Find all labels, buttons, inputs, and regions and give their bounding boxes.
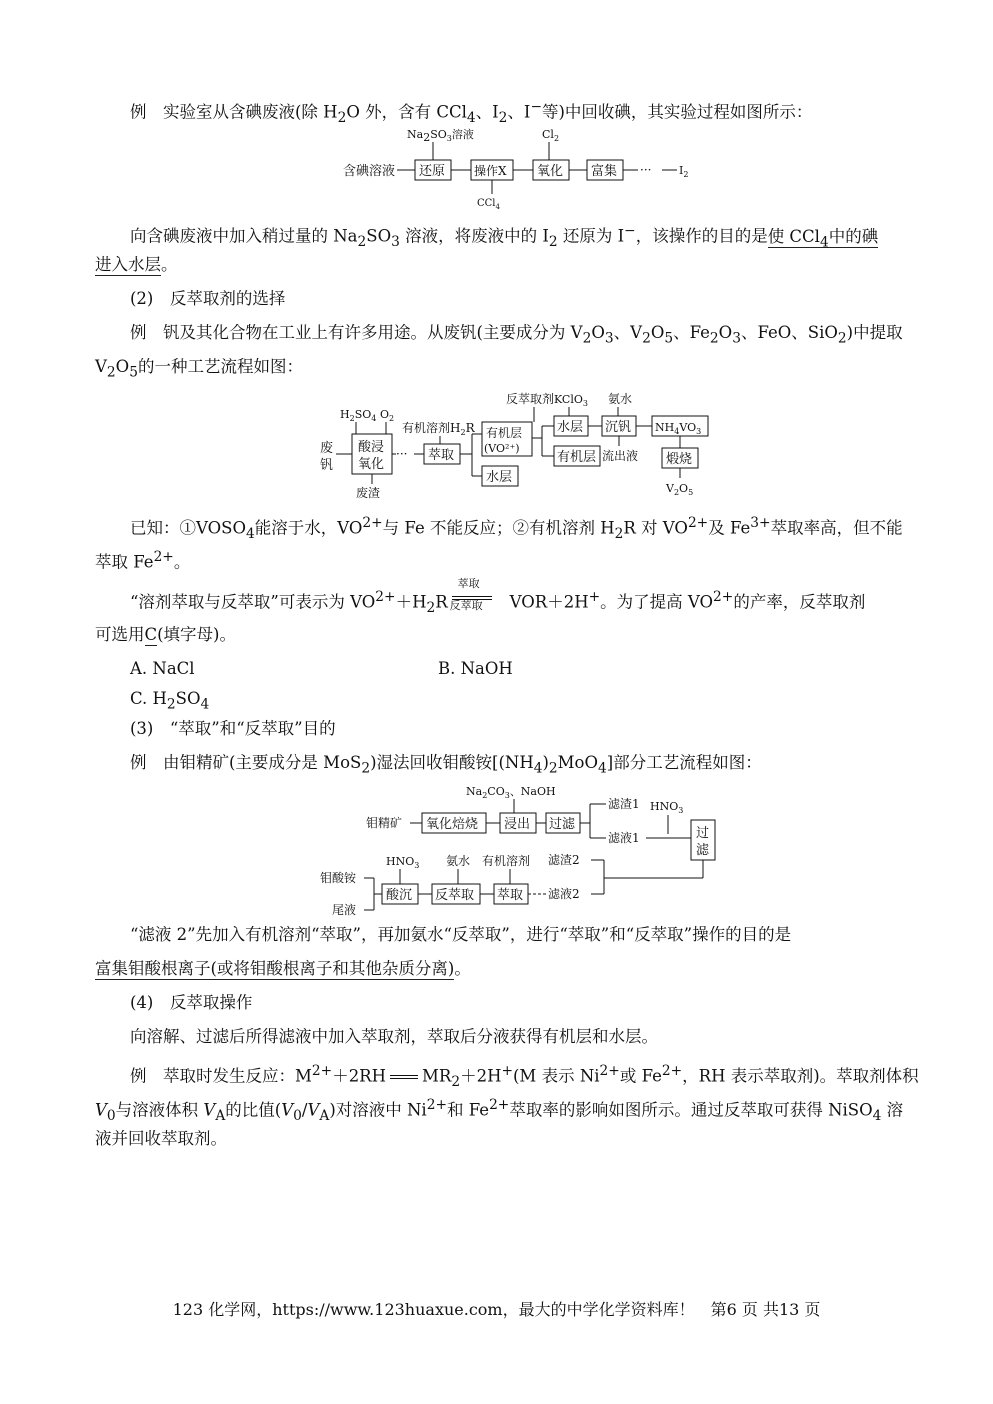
svg-text:V2O5: $V_2O_5$ [666, 482, 694, 497]
svg-text:沉钒: 沉钒 [605, 420, 632, 435]
sec4-example-line2: $V_0$与溶液体积 $V_A$的比值$(V_0/V_A)$对溶液中 $Ni^{2+}$和 $Fe^{2+}$萃取率的影响如图所示。通过反萃取可获得 NiSO$_4$ 溶 [95, 1097, 904, 1124]
svg-text:萃取: 萃取 [428, 448, 455, 463]
svg-text:HNO3: $HNO_3$ [650, 800, 684, 815]
reversible-arrow-2 [386, 1075, 422, 1079]
svg-text:富集: 富集 [591, 164, 618, 179]
svg-text:废渣: 废渣 [356, 486, 381, 500]
cl2-label: $Cl_2$ [542, 128, 560, 143]
ccl4-label: CCl$_4$ [477, 198, 500, 211]
svg-text:氨水: 氨水 [446, 854, 471, 868]
svg-text:滤渣1: 滤渣1 [608, 797, 640, 811]
svg-text:钒: 钒 [320, 458, 334, 473]
svg-text:氨水: 氨水 [608, 392, 633, 406]
known-line2: 萃取 $Fe^{2+}$。 [95, 549, 191, 572]
svg-text:酸沉: 酸沉 [386, 888, 413, 903]
answer-underline-1: 使 CCl$_4$中的碘 [767, 226, 879, 250]
sec3-example: 例 由钼精矿(主要成分是 MoS$_2$)湿法回收钼酸铵$[(NH_4)_2MoO_4]$部分工艺流程如图： [130, 753, 762, 777]
svg-text:反萃取剂: 反萃取剂 [506, 392, 555, 406]
svg-text:(VO²⁺): (VO²⁺) [484, 442, 520, 455]
equilibrium-line: “溶剂萃取与反萃取”可表示为 $VO^{2+}+H_2R$ 萃取 反萃取 VOR＋2H+。为了提高 $VO^{2+}$的产率，反萃取剂 [130, 577, 866, 616]
svg-text:有机溶剂H2R: 有机溶剂$H_2R$ [402, 421, 475, 437]
ex1-line3: 进入水层。 [95, 255, 178, 274]
svg-text:···: ··· [640, 163, 652, 177]
section2-heading: (2) 反萃取剂的选择 [130, 289, 286, 308]
svg-text:煅烧: 煅烧 [666, 452, 693, 467]
vanadium-flow-diagram [316, 386, 716, 502]
ex1-line2: 向含碘废液中加入稍过量的 $Na_2SO_3$ 溶液，将废液中的 $I_2$ 还原为 I−，该操作的目的是使 CCl$_4$中的碘 [130, 223, 879, 250]
svg-text:尾液: 尾液 [332, 903, 357, 917]
svg-text:有机层: 有机层 [486, 426, 523, 440]
svg-text:有机层: 有机层 [557, 450, 597, 465]
known-line1: 已知：$①VOSO_4$能溶于水，$VO^{2+}$与 Fe 不能反应；②有机溶剂 $H_2R$ 对 $VO^{2+}$及 $Fe^{3+}$萃取率高，但不能 [130, 515, 903, 542]
na2so3-label: $Na2SO_3$溶液 [407, 128, 474, 144]
svg-text:···: ··· [396, 447, 408, 461]
sec4-para: 向溶解、过滤后所得滤液中加入萃取剂，萃取后分液获得有机层和水层。 [130, 1027, 658, 1046]
svg-text:H2SO4: $H_2SO_4$ [340, 408, 377, 423]
svg-text:萃取: 萃取 [497, 888, 524, 903]
svg-text:浸出: 浸出 [504, 817, 531, 832]
option-a: A. NaCl [130, 659, 195, 678]
iodine-flow-diagram [340, 122, 700, 210]
molybdenum-flow-diagram [316, 782, 726, 918]
svg-text:操作X: 操作X [474, 164, 507, 178]
option-c: C. $H_2SO_4$ [130, 689, 210, 713]
svg-text:氧化焙烧: 氧化焙烧 [426, 817, 479, 832]
svg-text:过滤: 过滤 [549, 817, 576, 832]
svg-text:滤液1: 滤液1 [608, 831, 640, 845]
svg-text:有机溶剂: 有机溶剂 [482, 854, 531, 868]
ex1-line1: 例 实验室从含碘废液(除 $H_2O$ 外，含有 CCl$_4$、$I_2$、I−等)中回收碘，其实验过程如图所示： [130, 99, 813, 126]
svg-text:过: 过 [696, 826, 710, 841]
sec4-example-line3: 液并回收萃取剂。 [95, 1129, 227, 1148]
svg-text:流出液: 流出液 [602, 449, 639, 463]
svg-text:氧化: 氧化 [537, 164, 564, 179]
svg-text:水层: 水层 [486, 470, 513, 485]
sec2-line1: 例 钒及其化合物在工业上有许多用途。从废钒(主要成分为 $V_2O_3$、$V_2O_5$、$Fe_2O_3$、FeO、SiO$_2$)中提取 [130, 323, 903, 347]
svg-text:钼酸铵: 钼酸铵 [320, 871, 357, 885]
svg-text:氧化: 氧化 [358, 457, 385, 472]
svg-text:NH4VO3: $NH_4VO_3$ [655, 421, 702, 436]
reversible-arrow: 萃取 反萃取 [448, 586, 510, 608]
option-b: B. NaOH [438, 659, 513, 678]
svg-text:废: 废 [320, 441, 334, 456]
sec3-answer: 富集钼酸根离子(或将钼酸根离子和其他杂质分离)。 [95, 959, 471, 978]
iodine-solution-label: 含碘溶液 [343, 164, 396, 179]
svg-text:滤渣2: 滤渣2 [548, 853, 580, 867]
sec4-example-line1: 例 萃取时发生反应：$M^{2+}+2RH$ $MR_2+2H^+(M$ 表示 $Ni^{2+}$或 $Fe^{2+}$，RH 表示萃取剂)。萃取剂体积 [130, 1063, 919, 1090]
svg-text:HNO3: $HNO_3$ [386, 855, 420, 870]
svg-text:Na2CO3、NaOH: $Na_2CO_3$、NaOH [466, 785, 556, 800]
section4-heading: (4) 反萃取操作 [130, 993, 253, 1012]
svg-text:钼精矿: 钼精矿 [366, 816, 403, 830]
svg-text:水层: 水层 [557, 420, 584, 435]
svg-text:酸浸: 酸浸 [358, 440, 385, 455]
svg-text:KClO3: KClO$_3$ [554, 393, 588, 408]
svg-text:滤: 滤 [696, 843, 710, 858]
i2-product: $I_2$ [679, 164, 689, 179]
page-footer: 123 化学网，https://www.123huaxue.com，最大的中学化学资料库！ 第6 页 共13 页 [172, 1300, 821, 1319]
svg-text:还原: 还原 [419, 164, 446, 179]
svg-text:O2: $O_2$ [380, 408, 395, 423]
sec2-line2: $V_2O_5$的一种工艺流程如图： [95, 357, 303, 381]
choose-line: 可选用C(填字母)。 [95, 625, 236, 644]
sec3-para: “滤液 2”先加入有机溶剂“萃取”，再加氨水“反萃取”，进行“萃取”和“反萃取”操作的目的是 [130, 925, 792, 944]
section3-heading: (3) “萃取”和“反萃取”目的 [130, 719, 336, 738]
svg-text:滤液2: 滤液2 [548, 887, 580, 901]
svg-text:反萃取: 反萃取 [435, 888, 475, 903]
